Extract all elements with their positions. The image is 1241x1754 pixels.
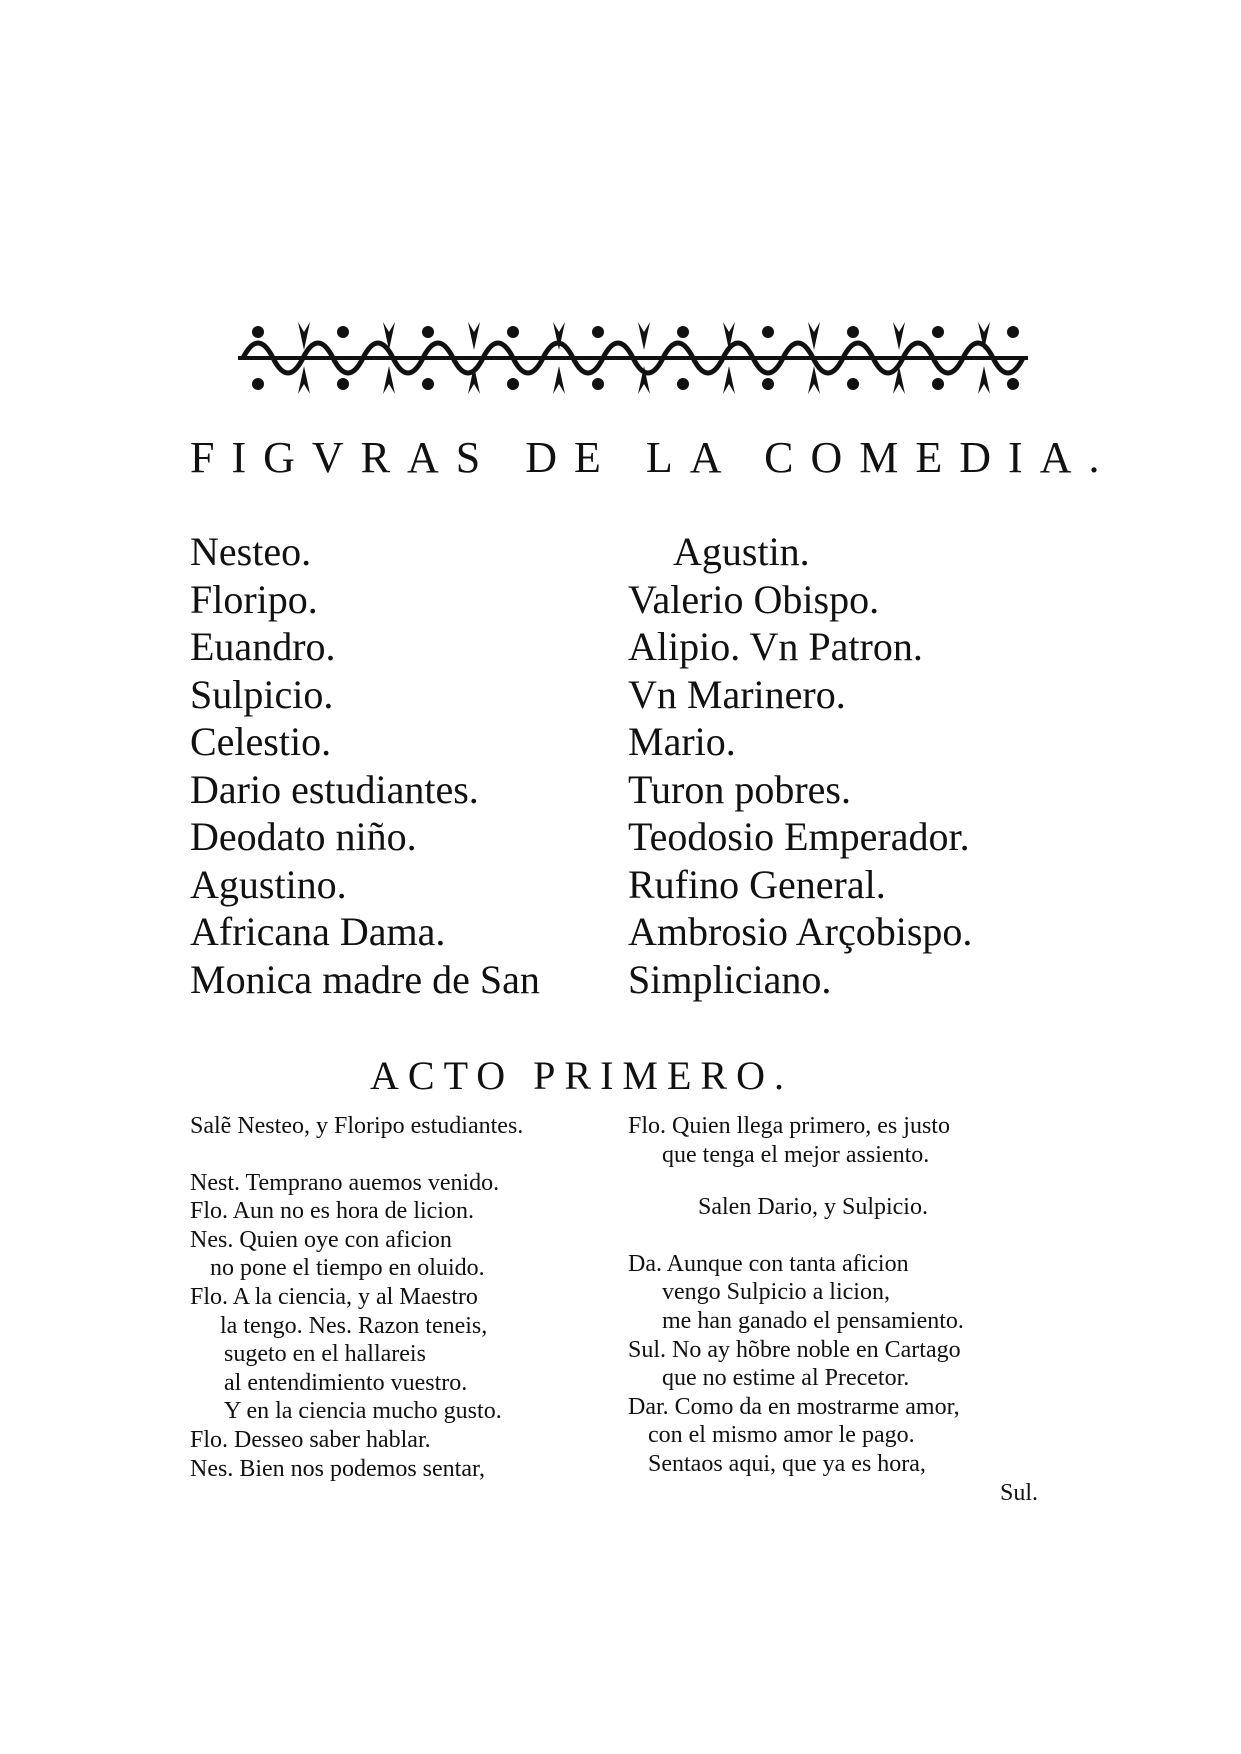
verse-line: la tengo. Nes. Razon teneis, [220, 1312, 488, 1339]
verse-line: Dar. Como da en mostrarme amor, [628, 1393, 960, 1420]
verse-line: Nest. Temprano auemos venido. [190, 1169, 500, 1196]
cast-name: Simpliciano. [628, 956, 832, 1002]
verse-line: no pone el tiempo en oluido. [210, 1255, 485, 1282]
stage-direction: Salẽ Nesteo, y Floripo estudiantes. [190, 1113, 524, 1139]
cast-name: Floripo. [190, 576, 318, 622]
verse-line: Sentaos aqui, que ya es hora, [648, 1450, 926, 1477]
cast-name: Turon pobres. [628, 766, 851, 812]
cast-name: Nesteo. [190, 529, 312, 574]
cast-heading: FIGVRAS DE LA COMEDIA. [190, 433, 1117, 482]
ornament-band [238, 318, 1028, 398]
cast-list-left [190, 528, 540, 1003]
verse-line: Y en la ciencia mucho gusto. [224, 1398, 502, 1425]
cast-name: Rufino General. [628, 861, 886, 907]
cast-name: Deodato niño. [190, 814, 417, 859]
play-column-right [628, 1112, 1038, 1507]
cast-name: Ambrosio Arçobispo. [628, 909, 973, 954]
act-title: ACTO PRIMERO. [370, 1053, 793, 1098]
verse-line: que no estime al Precetor. [662, 1365, 910, 1392]
verse-line: Nes. Bien nos podemos sentar, [190, 1455, 485, 1482]
verse-line: que tenga el mejor assiento. [662, 1141, 930, 1168]
verse-line: sugeto en el hallareis [224, 1341, 426, 1368]
verse-line: vengo Sulpicio a licion, [662, 1279, 890, 1306]
cast-name: Monica madre de San [190, 956, 540, 1002]
cast-name: Agustin. [673, 529, 810, 574]
cast-name: Africana Dama. [190, 909, 446, 954]
cast-name: Sulpicio. [190, 671, 334, 717]
verse-line: Nes. Quien oye con aficion [190, 1226, 452, 1253]
cast-name: Teodosio Emperador. [628, 814, 970, 859]
verse-line: me han ganado el pensamiento. [662, 1307, 964, 1334]
play-column-left [190, 1112, 523, 1483]
verse-line: Flo. Quien llega primero, es justo [628, 1113, 950, 1139]
verse-line: Flo. Desseo saber hablar. [190, 1426, 431, 1453]
verse-line: con el mismo amor le pago. [648, 1422, 915, 1449]
cast-name: Vn Marinero. [628, 671, 846, 717]
stage-direction: Salen Dario, y Sulpicio. [698, 1194, 928, 1221]
cast-name: Agustino. [190, 861, 347, 907]
cast-name: Valerio Obispo. [628, 576, 880, 622]
cast-name: Alipio. Vn Patron. [628, 624, 923, 669]
verse-line: Flo. A la ciencia, y al Maestro [190, 1283, 478, 1310]
verse-line: Da. Aunque con tanta aficion [628, 1250, 909, 1277]
catchword: Sul. [999, 1479, 1038, 1506]
cast-name: Celestio. [190, 719, 332, 764]
cast-name: Mario. [628, 719, 736, 764]
verse-line: al entendimiento vuestro. [224, 1369, 468, 1396]
verse-line: Sul. No ay hõbre noble en Cartago [628, 1336, 961, 1363]
cast-name: Dario estudiantes. [190, 766, 479, 812]
cast-name: Euandro. [190, 624, 336, 669]
cast-list-right [628, 528, 972, 1003]
verse-line: Flo. Aun no es hora de licion. [190, 1198, 474, 1225]
